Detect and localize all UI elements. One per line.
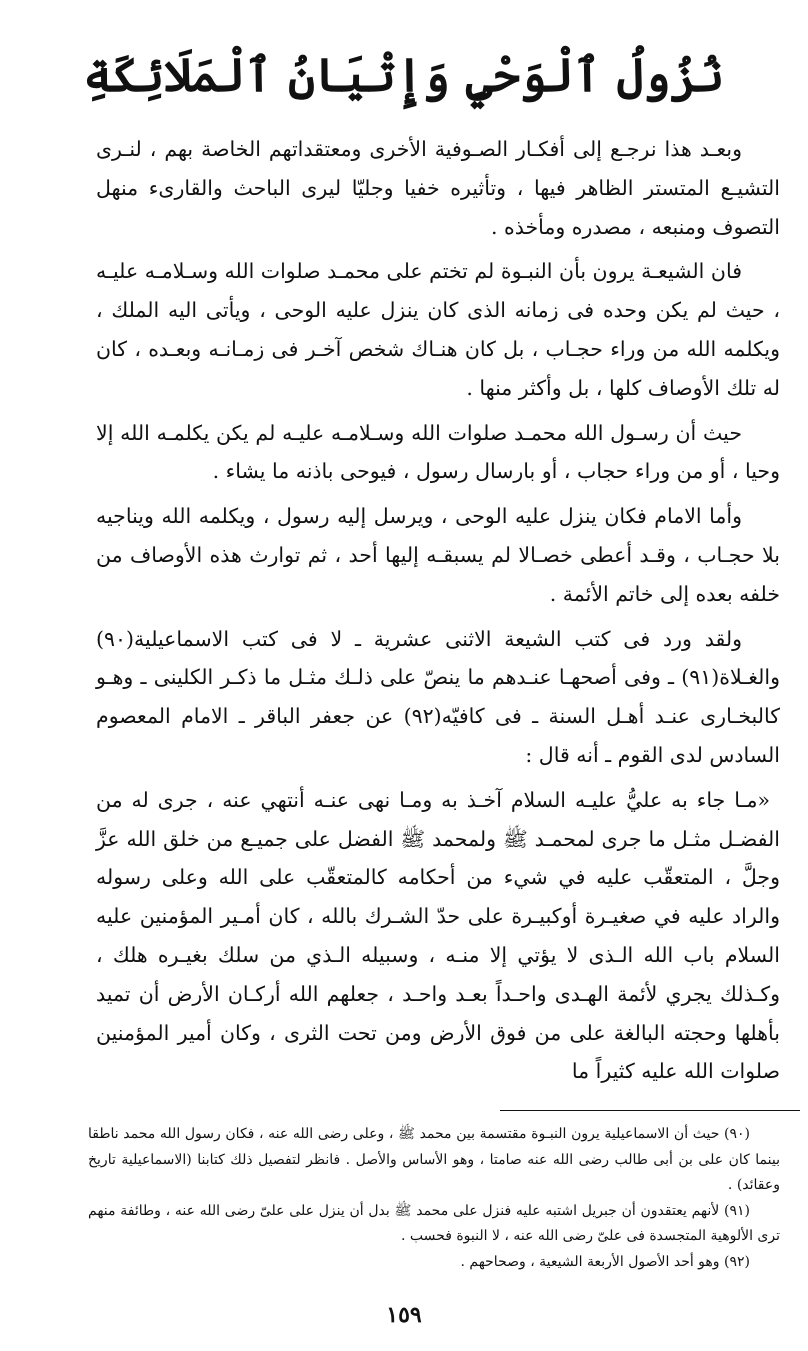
chapter-title: نُزُولُ ٱلْوَحْيِ وَإِتْيَانُ ٱلْمَلَائِكَةِ — [83, 48, 725, 102]
paragraph-6-quote: «مـا جاء به عليُّ عليـه السلام آخـذ به ومـا نهى عنـه أنتهي عنه ، جرى له من الفضـل مثـل ما جرى لمحمـد ﷺ ولمحمد ﷺ الفضل على جميـع من خلق الله عزَّ وجلَّ ، المتعقّب عليه في شيء من أحكامه كالمتعقّب على الله وعلى رسوله والراد عليه في صغيـرة أوكبيـرة على حدّ الشـرك بالله ، كان أمـير المؤمنين عليه السلام باب الله الـذى لا يؤتي إلا منـه ، وسبيله الـذي من سلك بغيـره هلك ، وكـذلك يجري لأئمة الهـدى واحـداً بعـد واحـد ، جعلهم الله أركـان الأرض أن تميد بأهلها وحجته البالغة على من فوق الأرض ومن تحت الثرى ، وكان أمير المؤمنين صلوات الله عليه كثيراً ما — [96, 787, 780, 1084]
footnotes — [88, 1122, 780, 1275]
paragraph-5: ولقد ورد فى كتب الشيعة الاثنى عشرية ـ لا فى كتب الاسماعيلية(٩٠) والغـلاة(٩١) ـ وفى أصحهـا عنـدهم ما ينصّ على ذلـك مثـل ما ذكـر الكلينى ـ وهـو كالبخـارى عنـد أهـل السنة ـ فى كافيّه(٩٢) عن جعفر الباقر ـ الامام المعصوم السادس لدى القوم ـ أنه قال : — [96, 626, 780, 767]
footnote-92: (٩٢) وهو أحد الأصول الأربعة الشيعية ، وصحاحهم . — [460, 1253, 750, 1270]
paragraph-3: حيث أن رسـول الله محمـد صلوات الله وسـلامـه عليـه لم يكن يكلمـه الله إلا وحيا ، أو من وراء حجاب ، أو بارسال رسول ، فيوحى باذنه ما يشاء . — [96, 420, 780, 484]
footnote-90: (٩٠) حيث أن الاسماعيلية يرون النبـوة مقتسمة بين محمد ﷺ ، وعلى رضى الله عنه ، فكان رسول الله محمد ناطقا بينما كان على بن أبى طالب رضى الله عنه صامتا ، وهو الأساس والأصل . فانظر لتفصيل ذلك كتابنا (الاسماعيلية تاريخ وعقائد) . — [88, 1126, 780, 1193]
paragraph-1: وبعـد هذا نرجـع إلى أفكـار الصـوفية الأخرى ومعتقداتهم الخاصة بهم ، لنـرى التشيـع المتستر الظاهر فيها ، وتأثيره خفيا وجليّا ليرى الباحث والقارىء منهل التصوف ومنبعه ، مصدره ومأخذه . — [96, 137, 780, 239]
paragraph-4: وأما الامام فكان ينزل عليه الوحى ، ويرسل إليه رسول ، ويكلمه الله ويناجيه بلا حجـاب ، وقـد أعطى خصـالا لم يسبقـه إليها أحد ، ثم توارث هذه الأوصاف من خلفه بعده إلى خاتم الأئمة . — [96, 504, 780, 606]
page-number: ١٥٩ — [386, 1302, 422, 1328]
footnote-separator — [500, 1110, 800, 1111]
footnote-91: (٩١) لأنهم يعتقدون أن جبريل اشتبه عليه فنزل على محمد ﷺ بدل أن ينزل على علىّ رضى الله عنه ، وطائفة منهم ترى الألوهية المتجسدة فى علىّ رضى الله عنه ، لا النبوة فحسب . — [88, 1202, 780, 1244]
paragraph-2: فان الشيعـة يرون بأن النبـوة لم تختم على محمـد صلوات الله وسـلامـه عليـه ، حيث لم يكن وحده فى زمانه الذى كان ينزل عليه الوحى ، ويأتى اليه الملك ، ويكلمه الله من وراء حجـاب ، بل كان هنـاك شخص آخـر فى زمـانـه وبعـده ، كان له تلك الأوصاف كلها ، بل وأكثر منها . — [96, 259, 780, 400]
main-text — [96, 130, 780, 1097]
